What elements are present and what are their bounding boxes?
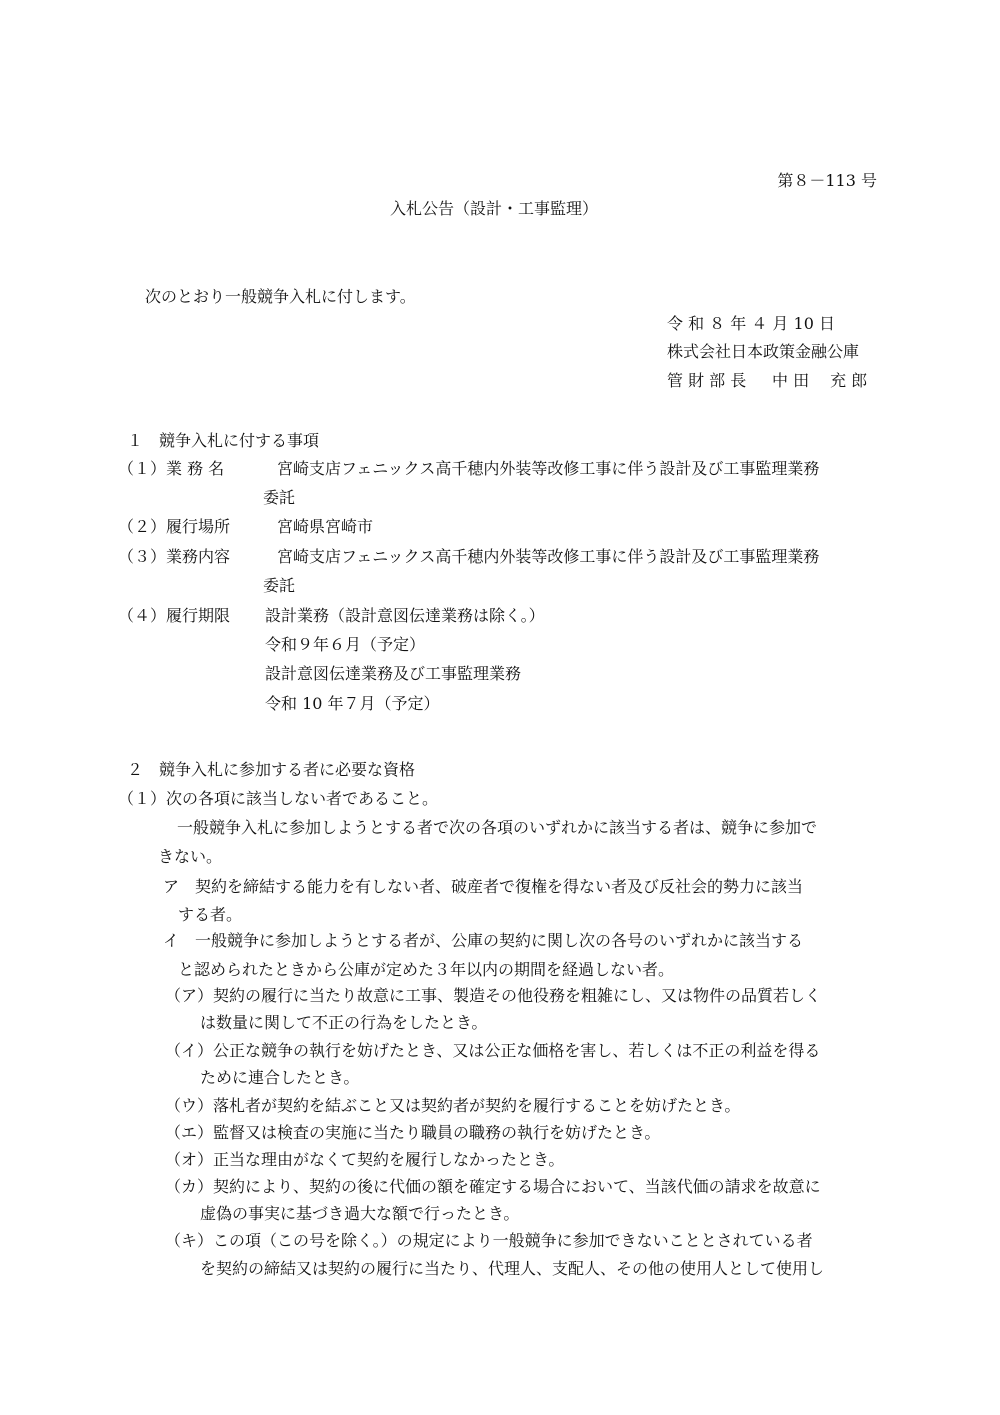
item-label-period: （４）履行期限 [118,606,231,625]
item-value-content-cont: 委託 [263,576,296,595]
intro-text: 次のとおり一般競争入札に付します。 [145,287,416,306]
sub-item-cont: ために連合したとき。 [200,1068,360,1087]
clause-i-cont: と認められたときから公庫が定めた３年以内の期間を経過しない者。 [178,960,675,979]
sub-item-cont: 虚偽の事実に基づき過大な額で行ったとき。 [200,1204,520,1223]
clause-i: イ 一般競争に参加しようとする者が、公庫の契約に関し次の各号のいずれかに該当する [163,931,804,950]
section2-subheading: （１）次の各項に該当しない者であること。 [118,789,439,808]
section2-heading: ２ 競争入札に参加する者に必要な資格 [127,760,416,779]
section1-heading: １ 競争入札に付する事項 [127,431,320,450]
clause-a: ア 契約を締結する能力を有しない者、破産者で復権を得ない者及び反社会的勢力に該当 [163,877,804,896]
sub-item: （ア）契約の履行に当たり故意に工事、製造その他役務を粗雑にし、又は物件の品質若しく [165,986,822,1005]
document-title: 入札公告（設計・工事監理） [390,199,599,218]
item-value-business-name-cont: 委託 [263,488,296,507]
item-value-period-design: 設計業務（設計意図伝達業務は除く。） [265,606,545,625]
sub-item: （カ）契約により、契約の後に代価の額を確定する場合において、当該代価の請求を故意に [165,1177,821,1196]
sub-item: （イ）公正な競争の執行を妨げたとき、又は公正な価格を害し、若しくは不正の利益を得る [165,1041,821,1060]
issuer-organization: 株式会社日本政策金融公庫 [667,342,860,361]
item-value-location: 宮崎県宮崎市 [277,517,374,536]
section2-paragraph: 一般競争入札に参加しようとする者で次の各項のいずれかに該当する者は、競争に参加で [177,818,818,837]
item-value-content: 宮崎支店フェニックス高千穂内外装等改修工事に伴う設計及び工事監理業務 [277,547,820,566]
item-value-period-design-date: 令和９年６月（予定） [265,635,426,654]
sub-item: （オ）正当な理由がなくて契約を履行しなかったとき。 [165,1150,565,1169]
sub-item-cont: を契約の締結又は契約の履行に当たり、代理人、支配人、その他の使用人として使用し [200,1259,825,1278]
sub-item-cont: は数量に関して不正の行為をしたとき。 [200,1013,488,1032]
sub-item: （エ）監督又は検査の実施に当たり職員の職務の執行を妨げたとき。 [165,1123,661,1142]
section2-paragraph-cont: きない。 [158,847,223,866]
item-label-location: （２）履行場所 [118,517,231,536]
issuer-name: 中 田 充 郎 [772,371,868,390]
item-label-content: （３）業務内容 [118,547,231,566]
clause-a-cont: する者。 [178,905,243,924]
item-value-period-supervision-date: 令和 10 年７月（予定） [265,694,440,713]
document-number: 第８－113 号 [777,171,877,190]
item-label-business-name: （１）業 務 名 [118,459,225,478]
item-value-period-supervision: 設計意図伝達業務及び工事監理業務 [265,664,522,683]
sub-item: （キ）この項（この号を除く。）の規定により一般競争に参加できないこととされている者 [165,1231,813,1250]
issue-date: 令 和 ８ 年 ４ 月 10 日 [667,314,835,333]
item-value-business-name: 宮崎支店フェニックス高千穂内外装等改修工事に伴う設計及び工事監理業務 [277,459,820,478]
sub-item: （ウ）落札者が契約を結ぶこと又は契約者が契約を履行することを妨げたとき。 [165,1096,741,1115]
issuer-position: 管 財 部 長 [667,371,747,390]
